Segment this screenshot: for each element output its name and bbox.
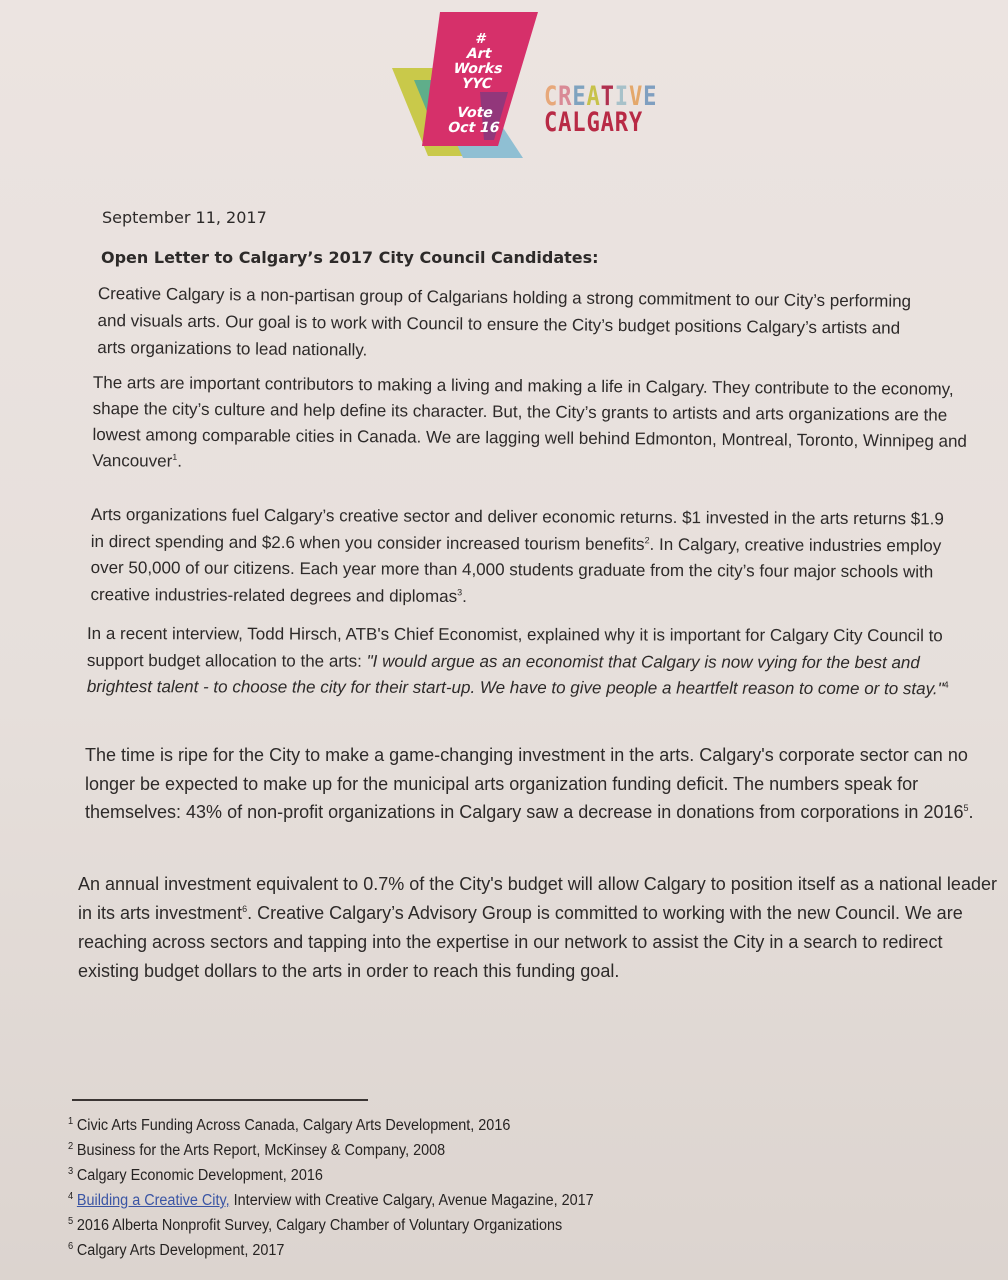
footnote-number: 6: [68, 1241, 74, 1252]
badge-art: Art: [466, 46, 492, 62]
wordmark-letter: E: [643, 81, 658, 112]
punctuation: .: [968, 802, 974, 822]
footnote-ref: 1: [172, 451, 178, 463]
paragraph-text: The time is ripe for the City to make a game-changing investment in the arts. Calgary's corporate sector can no longer be expected to make up for the municipal arts organization funding deficit. The numbers speak for themselves: 43% of non-profit organizations in Calgary saw a decrease in donations from corporations in 2016: [85, 745, 968, 822]
footnote-text: Calgary Arts Development, 2017: [76, 1242, 285, 1260]
footnote-5: [68, 1216, 719, 1241]
letter-date: September 11, 2017: [102, 208, 267, 227]
footnote-text: Calgary Economic Development, 2016: [76, 1167, 323, 1185]
footnote-1: [68, 1116, 719, 1141]
paragraph-text: The arts are important contributors to making a living and making a life in Calgary. They contribute to the economy, shape the city’s culture and help define its character. But, the City’s grants to artists and arts organizations are the lowest among comparable cities in Canada. We are lagging well behind Edmonton, Montreal, Toronto, Winnipeg and Vancouver: [92, 372, 967, 471]
paragraph-text: . In Calgary, creative industries employ over 50,000 of our citizens. Each year more than 4,000 students graduate from the city’s four major schools with creative industries-related degrees and diplomas: [90, 534, 942, 606]
footnote-ref: 3: [457, 586, 463, 597]
footnote-divider: [72, 1099, 368, 1101]
paragraph-intro: [97, 280, 918, 369]
footnote-number: 2: [68, 1141, 74, 1152]
footnote-text: Civic Arts Funding Across Canada, Calgary Arts Development, 2016: [76, 1117, 511, 1135]
wordmark-calgary: CALGARY: [544, 107, 644, 138]
footnote-number: 1: [68, 1116, 74, 1127]
badge-hash: #: [474, 31, 486, 47]
footnote-text: Interview with Creative Calgary, Avenue Magazine, 2017: [229, 1192, 594, 1210]
paragraph-arts-importance: [92, 370, 978, 481]
paragraph-text: . Creative Calgary’s Advisory Group is committed to working with the new Council. We are reaching across sectors and tapping into the expertise in our network to assist the City in a search to redirect existing budget dollars to the arts in order to reach this funding goal.: [78, 903, 963, 981]
punctuation: .: [462, 586, 467, 606]
wordmark-letter: R: [558, 81, 573, 112]
badge-date: Oct 16: [447, 120, 501, 136]
paragraph-text: Creative Calgary is a non-partisan group of Calgarians holding a strong commitment to our City’s performing and visuals arts. Our goal is to work with Council to ensure the City’s budget positions Calgary’s artists and arts organizations to lead nationally.: [97, 283, 912, 360]
wordmark-letter: E: [572, 81, 587, 112]
building-a-creative-city-link[interactable]: Building a Creative City,: [76, 1192, 230, 1210]
wordmark-letter: C: [544, 81, 559, 112]
letter-salutation: Open Letter to Calgary’s 2017 City Council Candidates:: [101, 248, 599, 267]
paragraph-text: Arts organizations fuel Calgary’s creative sector and deliver economic returns. $1 invested in the arts returns $1.9 in direct spending and $2.6 when you consider increased tourism benefits: [90, 504, 944, 554]
paragraph-text: An annual investment equivalent to 0.7% of the City's budget will allow Calgary to position itself as a national leader in its arts investment: [78, 874, 997, 923]
footnote-text: 2016 Alberta Nonprofit Survey, Calgary Chamber of Voluntary Organizations: [76, 1217, 563, 1235]
badge-yyc: YYC: [461, 76, 493, 92]
footnote-2: [68, 1141, 719, 1166]
footnote-ref: 2: [644, 534, 650, 545]
wordmark-letter: A: [586, 81, 601, 112]
wordmark-letter: T: [600, 81, 615, 112]
badge-works: Works: [453, 61, 504, 77]
quote-text: "I would argue as an economist that Calgary is now vying for the best and brightest talent - to choose the city for their start-up. We have to give people a heartfelt reason to come or to stay.": [86, 651, 944, 699]
footnotes-list: [68, 1116, 768, 1266]
footnote-number: 5: [68, 1216, 74, 1227]
punctuation: .: [177, 451, 183, 471]
paragraph-funding-goal: [78, 870, 1003, 986]
footnote-ref: 5: [963, 803, 969, 813]
paragraph-text: In a recent interview, Todd Hirsch, ATB's Chief Economist, explained why it is important for Calgary City Council to support budget allocation to the arts:: [86, 624, 943, 671]
footnote-text: Business for the Arts Report, McKinsey & Company, 2008: [76, 1142, 446, 1160]
footnote-number: 3: [68, 1166, 74, 1177]
badge-vote: Vote: [456, 105, 494, 121]
paragraph-economic-returns: [90, 502, 951, 613]
wordmark-letter: V: [628, 81, 644, 112]
footnote-6: [68, 1241, 719, 1266]
badge-text: [428, 32, 525, 136]
footnote-ref: 6: [242, 904, 248, 914]
footnote-4: [68, 1191, 719, 1216]
paragraph-economist-quote: [87, 621, 972, 703]
wordmark-letter: I: [614, 81, 629, 112]
paragraph-investment-timing: [85, 741, 990, 827]
footnote-3: [68, 1166, 719, 1191]
footnote-number: 4: [68, 1191, 74, 1202]
creative-calgary-logo: [388, 10, 708, 160]
creative-calgary-wordmark: [544, 81, 682, 138]
footnote-ref: 4: [943, 679, 949, 690]
